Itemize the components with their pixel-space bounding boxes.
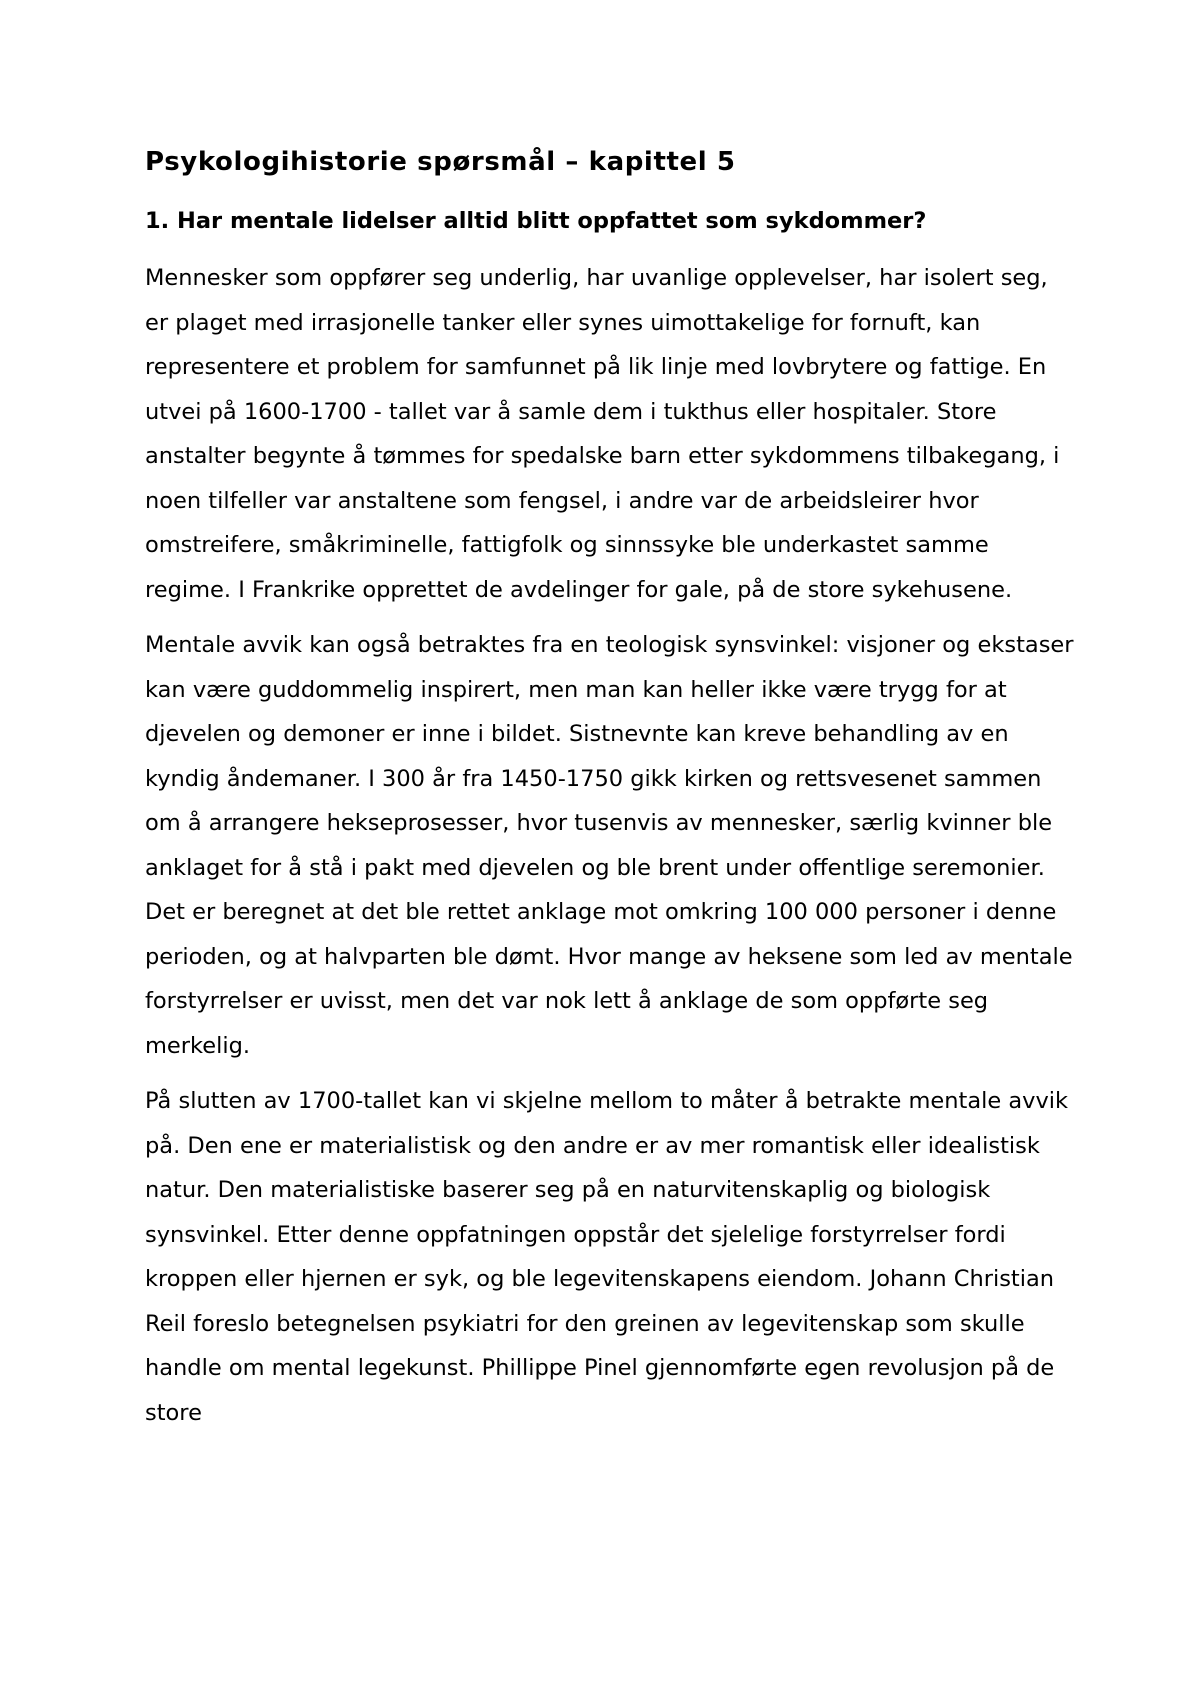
document-page	[145, 140, 1075, 1435]
body-paragraph: På slutten av 1700-tallet kan vi skjelne mellom to måter å betrakte mentale avvik på. Den ene er materialistisk og den andre er av mer romantisk eller idealistisk natur. Den materialistiske baserer seg på en naturvitenskaplig og biologisk synsvinkel. Etter denne oppfatningen oppstår det sjelelige forstyrrelser fordi kroppen eller hjernen er syk, og ble legevitenskapens eiendom. Johann Christian Reil foreslo betegnelsen psykiatri for den greinen av legevitenskap som skulle handle om mental legekunst. Phillippe Pinel gjennomførte egen revolusjon på de store	[145, 1088, 1069, 1426]
body-paragraph: Mentale avvik kan også betraktes fra en teologisk synsvinkel: visjoner og ekstaser kan være guddommelig inspirert, men man kan heller ikke være trygg for at djevelen og demoner er inne i bildet. Sistnevnte kan kreve behandling av en kyndig åndemaner. I 300 år fra 1450-1750 gikk kirken og rettsvesenet sammen om å arrangere hekseprosesser, hvor tusenvis av mennesker, særlig kvinner ble anklaget for å stå i pakt med djevelen og ble brent under offentlige seremonier. Det er beregnet at det ble rettet anklage mot omkring 100 000 personer i denne perioden, og at halvparten ble dømt. Hvor mange av heksene som led av mentale forstyrrelser er uvisst, men det var nok lett å anklage de som oppførte seg merkelig.	[145, 632, 1074, 1059]
document-title: Psykologihistorie spørsmål – kapittel 5	[145, 147, 736, 177]
body-paragraph: Mennesker som oppfører seg underlig, har uvanlige opplevelser, har isolert seg, er plaget med irrasjonelle tanker eller synes uimottakelige for fornuft, kan representere et problem for samfunnet på lik linje med lovbrytere og fattige. En utvei på 1600-1700 - tallet var å samle dem i tukthus eller hospitaler. Store anstalter begynte å tømmes for spedalske barn etter sykdommens tilbakegang, i noen tilfeller var anstaltene som fengsel, i andre var de arbeidsleirer hvor omstreifere, småkriminelle, fattigfolk og sinnssyke ble underkastet samme regime. I Frankrike opprettet de avdelinger for gale, på de store sykehusene.	[145, 265, 1060, 603]
question-heading: 1. Har mentale lidelser alltid blitt oppfattet som sykdommer?	[145, 208, 927, 234]
